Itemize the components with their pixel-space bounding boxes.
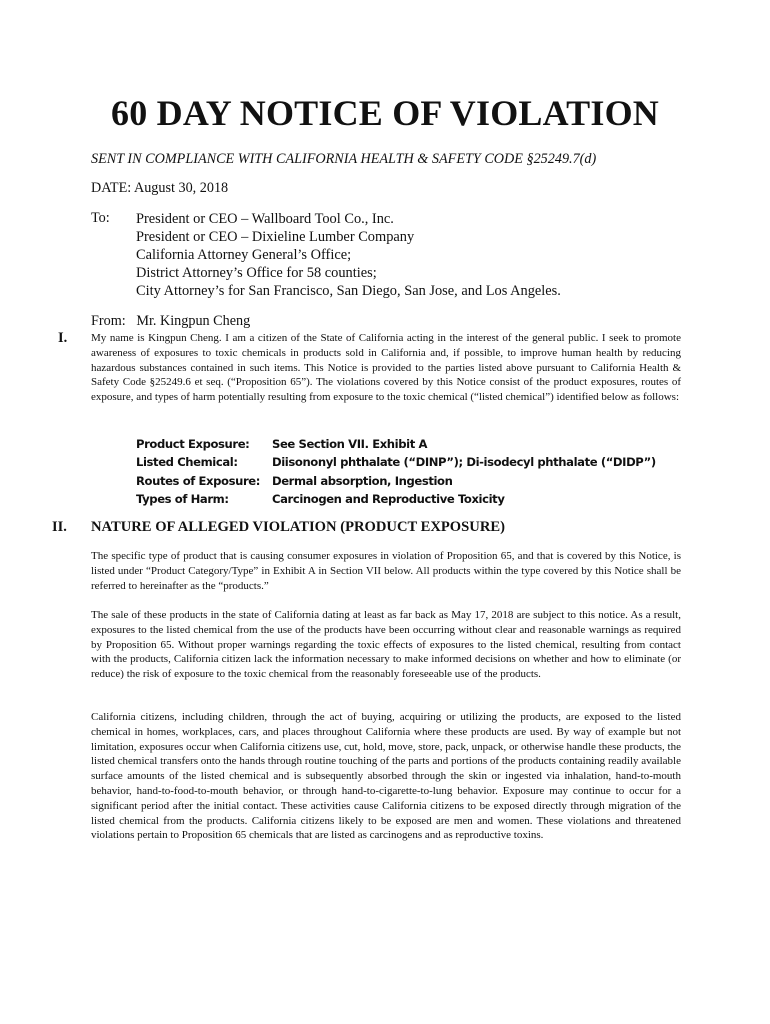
recipient-item: District Attorney’s Office for 58 counties; (136, 265, 377, 281)
to-label: To: (91, 210, 110, 226)
detail-row (136, 472, 656, 490)
detail-row (136, 453, 656, 471)
section-2-numeral: II. (52, 519, 67, 535)
recipient-item: City Attorney’s for San Francisco, San Diego, San Jose, and Los Angeles. (136, 283, 561, 299)
recipient-item: California Attorney General’s Office; (136, 247, 352, 263)
detail-key: Types of Harm: (136, 492, 229, 507)
detail-key: Listed Chemical: (136, 455, 238, 470)
detail-key: Routes of Exposure: (136, 473, 260, 488)
detail-value: Diisononyl phthalate (“DINP”); Di-isodecyl phthalate (“DIDP”) (272, 455, 656, 470)
detail-row (136, 435, 656, 453)
recipient-item: President or CEO – Dixieline Lumber Company (136, 229, 415, 245)
detail-value: See Section VII. Exhibit A (272, 437, 428, 451)
detail-value: Carcinogen and Reproductive Toxicity (272, 492, 505, 507)
detail-key: Product Exposure: (136, 437, 250, 451)
notice-title: 60 DAY NOTICE OF VIOLATION (111, 93, 659, 133)
section-2-paragraph: The specific type of product that is causing consumer exposures in violation of Proposition 65, and that is covered by this Notice, is listed under “Product Category/Type” in Exhibit A in Section VII below. All products within the type covered by this Notice shall be referred to hereinafter as the “products.” (91, 550, 681, 592)
section-1-numeral: I. (58, 330, 68, 346)
section-1-paragraph: My name is Kingpun Cheng. I am a citizen of the State of California acting in the interest of the general public. I seek to promote awareness of exposures to toxic chemicals in products sold in California and, if possible, to improve human health by reducing hazardous substances contained in such items. This Notice is provided to the parties listed above pursuant to California Health & Safety Code §25249.6 et seq. (“Proposition 65”). The violations covered by this Notice consist of the product exposures, routes of exposure, and types of harm potentially resulting from exposure to the toxic chemical (“listed chemical”) identified below as follows: (91, 332, 681, 404)
from-line: From: Mr. Kingpun Cheng (91, 313, 251, 329)
recipient-item: President or CEO – Wallboard Tool Co., Inc. (136, 211, 394, 227)
section-2-heading: NATURE OF ALLEGED VIOLATION (PRODUCT EXPOSURE) (91, 519, 505, 535)
section-2-paragraph: California citizens, including children, through the act of buying, acquiring or utilizing the products, are exposed to the listed chemical in homes, workplaces, cars, and places throughout California where these products are used. By way of example but not limitation, exposures occur when California citizens use, cut, hold, move, store, pack, unpack, or otherwise handle these products, the listed chemical transfers onto the hands through routine touching of the parts and portions of the products containing readily available surface amounts of the listed chemical and is subsequently absorbed through the skin or ingested via inhalation, hand-to-mouth behavior, hand-to-food-to-mouth behavior, or through hand-to-cigarette-to-lung behavior. Exposure may continue to occur for a significant period after the initial contact. These activities cause California citizens to be exposed directly through migration of the listed chemical from the products. California citizens likely to be exposed are men and women. These violations and threatened violations pertain to Proposition 65 chemicals that are listed as carcinogens and as reproductive toxins. (91, 711, 681, 842)
exposure-details (136, 435, 656, 509)
recipient-list (136, 210, 561, 300)
notice-subtitle: SENT IN COMPLIANCE WITH CALIFORNIA HEALTH & SAFETY CODE §25249.7(d) (91, 151, 597, 167)
section-2-paragraph: The sale of these products in the state of California dating at least as far back as May 17, 2018 are subject to this notice. As a result, exposures to the listed chemical from the use of the products have been occurring without clear and reasonable warnings as required by Proposition 65. Without proper warnings regarding the toxic effects of exposures to the listed chemical, resulting from contact with the products, California citizen lack the information necessary to make informed decisions on whether and how to eliminate (or reduce) the risk of exposure to the toxic chemical from the reasonably foreseeable use of the products. (91, 609, 681, 681)
detail-row (136, 490, 656, 508)
detail-value: Dermal absorption, Ingestion (272, 473, 453, 488)
notice-date: DATE: August 30, 2018 (91, 180, 229, 196)
